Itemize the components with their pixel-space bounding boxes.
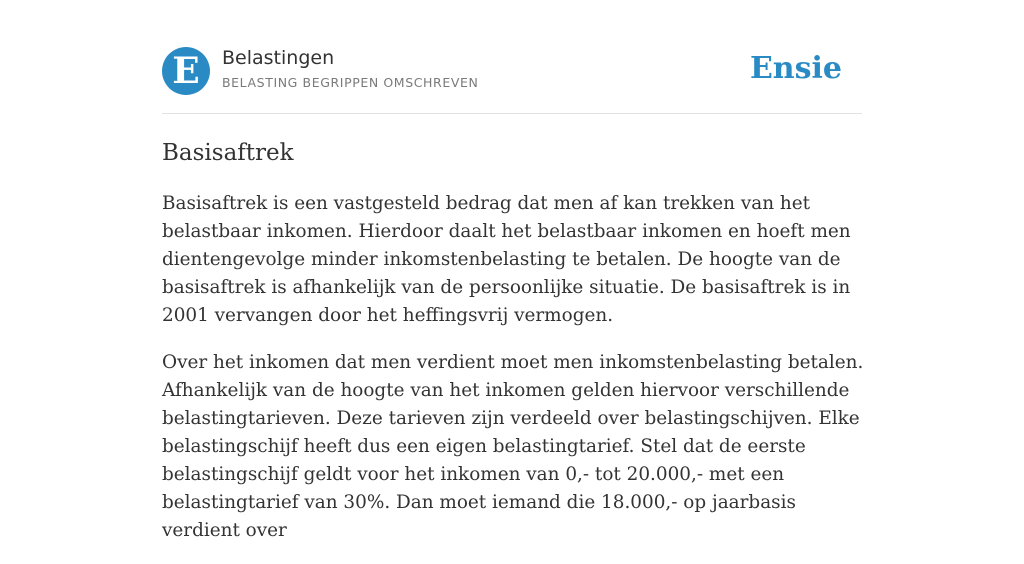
ensie-logo-icon[interactable]: E — [162, 47, 210, 95]
site-title[interactable]: Belastingen — [222, 47, 335, 69]
article-paragraph: Over het inkomen dat men verdient moet men inkomstenbelasting betalen. Afhankelijk van de hoogte van het inkomen gelden hiervoor verschillende belastingtarieven. Deze tarieven zijn verdeeld over belastingschijven. Elke belastingschijf heeft dus een eigen belastingtarief. Stel dat de eerste belastingschijf geldt voor het inkomen van 0,- tot 20.000,- met een belastingtarief van 30%. Dan moet iemand die 18.000,- op jaarbasis verdient over — [162, 352, 864, 541]
brand-logo[interactable]: Ensie — [749, 51, 842, 86]
site-subtitle: BELASTING BEGRIPPEN OMSCHREVEN — [222, 75, 479, 90]
article-paragraph: Basisaftrek is een vastgesteld bedrag dat men af kan trekken van het belastbaar inkomen. Hierdoor daalt het belastbaar inkomen en hoeft men dientengevolge minder inkomstenbelasting te betalen. De hoogte van de basisaftrek is afhankelijk van de persoonlijke situatie. De basisaftrek is in 2001 vervangen door het heffingsvrij vermogen. — [162, 193, 851, 326]
content-container — [162, 0, 864, 541]
article-title: Basisaftrek — [162, 140, 294, 166]
site-header — [162, 0, 862, 114]
article-body — [162, 190, 872, 564]
